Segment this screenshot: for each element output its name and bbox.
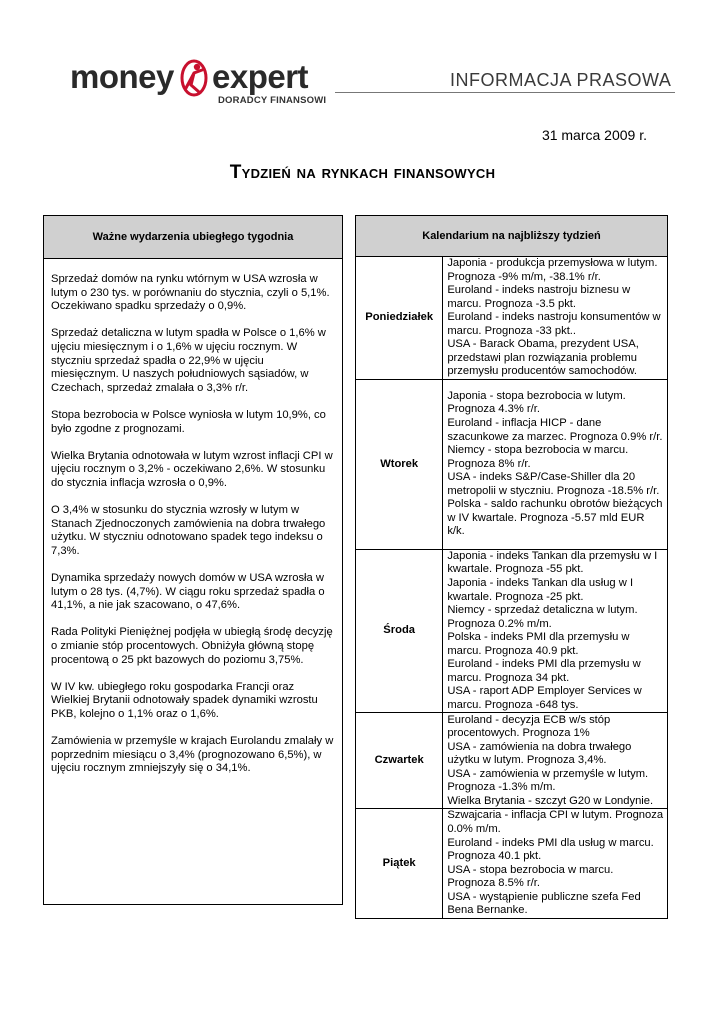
event-paragraph: Rada Polityki Pieniężnej podjęła w ubiegłą środę decyzję o zmianie stóp procentowych. Obniżyła główną stopę procentową o 25 pkt bazowych do poziomu 3,75%. [51, 626, 333, 666]
calendar-row-wednesday [356, 549, 668, 713]
event-paragraph: Zamówienia w przemyśle w krajach Eurolandu zmalały w poprzednim miesiącu o 3,4% (prognozowano 6,5%), w ujęciu rocznym zmniejszyły się o 34,1%. [51, 735, 334, 775]
day-events [443, 379, 668, 549]
event-paragraph: Stopa bezrobocia w Polsce wyniosła w lutym 10,9%, co było zgodne z prognozami. [51, 408, 326, 435]
document-title: Tydzień na rynkach finansowych [229, 162, 496, 183]
logo-word-expert: expert [212, 58, 309, 95]
event-paragraph: Dynamika sprzedaży nowych domów w USA wzrosła w lutym o 28 tys. (4,7%). W ciągu roku sprzedaż spadła o 41,1%, a nie jak szacowano, o 47,6%. [51, 572, 325, 612]
events-text: Szwajcaria - inflacja CPI w lutym. Prognoza 0.0% m/m. Euroland - indeks PMI dla usług w marcu. Prognoza 40.1 pkt. USA - stopa bezrobocia w marcu. Prognoza 8.5% r/r. USA - wystąpienie publiczne szefa Fed Bena Bernanke. [447, 809, 664, 917]
day-events [443, 713, 668, 809]
document-date: 31 marca 2009 r. [541, 127, 647, 143]
day-label: Poniedziałek [356, 257, 443, 380]
logo-tagline: DORADCY FINANSOWI [218, 95, 327, 106]
event-paragraph: W IV kw. ubiegłego roku gospodarka Francji oraz Wielkiej Brytanii odnotowały spadek dynamiki wzrostu PKB, kolejno o 1,1% oraz o 1,6%. [51, 680, 318, 720]
press-release-label: INFORMACJA PRASOWA [450, 70, 672, 90]
logo-word-money: money [70, 58, 174, 95]
calendar-table [355, 256, 668, 919]
event-paragraph: Sprzedaż detaliczna w lutym spadła w Polsce o 1,6% w ujęciu miesięcznym i o 1,6% w ujęciu rocznym. W styczniu sprzedaż spadła o 22,9% w ujęciu miesięcznym. U naszych południowych sąsiadów, w Czechach, sprzedaż zmalała o 3,3% r/r. [51, 327, 326, 394]
event-paragraph: Wielka Brytania odnotowała w lutym wzrost inflacji CPI w ujęciu rocznym o 3,2% - oczekiwano 2,6%. W stosunku do stycznia inflacja wzrosła o 0,9%. [51, 449, 333, 489]
event-paragraph: Sprzedaż domów na rynku wtórnym w USA wzrosła w lutym o 230 tys. w porównaniu do stycznia, czyli o 5,1%. Oczekiwano spadku sprzedaży o 0,9%. [51, 273, 330, 313]
calendar-row-monday [356, 257, 668, 380]
past-week-events-panel [43, 215, 343, 905]
company-logo [70, 58, 330, 108]
calendar-heading: Kalendarium na najbliższy tydzień [355, 215, 668, 257]
events-text: Japonia - stopa bezrobocia w lutym. Prognoza 4.3% r/r. Euroland - inflacja HICP - dane szacunkowe za marzec. Prognoza 0.9% r/r. Niemcy - stopa bezrobocia w marcu. Prognoza 8% r/r. USA - indeks S&P/Case-Shiller dla 20 metropolii w styczniu. Prognoza -18.5% r/r. Polska - saldo rachunku obrotów bieżących w IV kwartale. Prognoza -5.57 mld EUR k/k. [447, 389, 663, 538]
day-label: Czwartek [356, 713, 443, 809]
header-divider [335, 92, 675, 93]
events-text: Japonia - produkcja przemysłowa w lutym. Prognoza -9% m/m, -38.1% r/r. Euroland - indeks nastroju biznesu w marcu. Prognoza -3.5 pkt. Euroland - indeks nastroju konsumentów w marcu. Prognoza -33 pkt.. USA - Barack Obama, prezydent USA, przedstawi plan rozwiązania problemu przemysłu producentów samochodów. [447, 257, 661, 378]
events-text: Japonia - indeks Tankan dla przemysłu w I kwartale. Prognoza -55 pkt. Japonia - indeks Tankan dla usług w I kwartale. Prognoza -25 pkt. Niemcy - sprzedaż detaliczna w lutym. Prognoza 0.2% m/m. Polska - indeks PMI dla przemysłu w marcu. Prognoza 40.9 pkt. Euroland - indeks PMI dla przemysłu w marcu. Prognoza 34 pkt. USA - raport ADP Employer Services w marcu. Prognoza -648 tys. [447, 549, 658, 711]
day-label: Piątek [356, 809, 443, 918]
day-events [443, 257, 668, 380]
day-events [443, 549, 668, 713]
calendar-row-thursday [356, 713, 668, 809]
day-label: Wtorek [356, 379, 443, 549]
day-label: Środa [356, 549, 443, 713]
past-week-body [44, 259, 342, 776]
event-paragraph: O 3,4% w stosunku do stycznia wzrosły w lutym w Stanach Zjednoczonych zamówienia na dobra trwałego użytku. W styczniu odnotowano spadek tego indeksu o 7,3%. [51, 504, 326, 557]
calendar-row-friday [356, 809, 668, 918]
day-events [443, 809, 668, 918]
calendar-panel [355, 215, 668, 917]
past-week-heading: Ważne wydarzenia ubiegłego tygodnia [44, 216, 342, 259]
logo-figure-icon [177, 58, 211, 98]
events-text: Euroland - decyzja ECB w/s stóp procentowych. Prognoza 1% USA - zamówienia na dobra trwałego użytku w lutym. Prognoza 3,4%. USA - zamówienia w przemyśle w lutym. Prognoza -1.3% m/m. Wielka Brytania - szczyt G20 w Londynie. [447, 713, 654, 807]
calendar-row-tuesday [356, 379, 668, 549]
